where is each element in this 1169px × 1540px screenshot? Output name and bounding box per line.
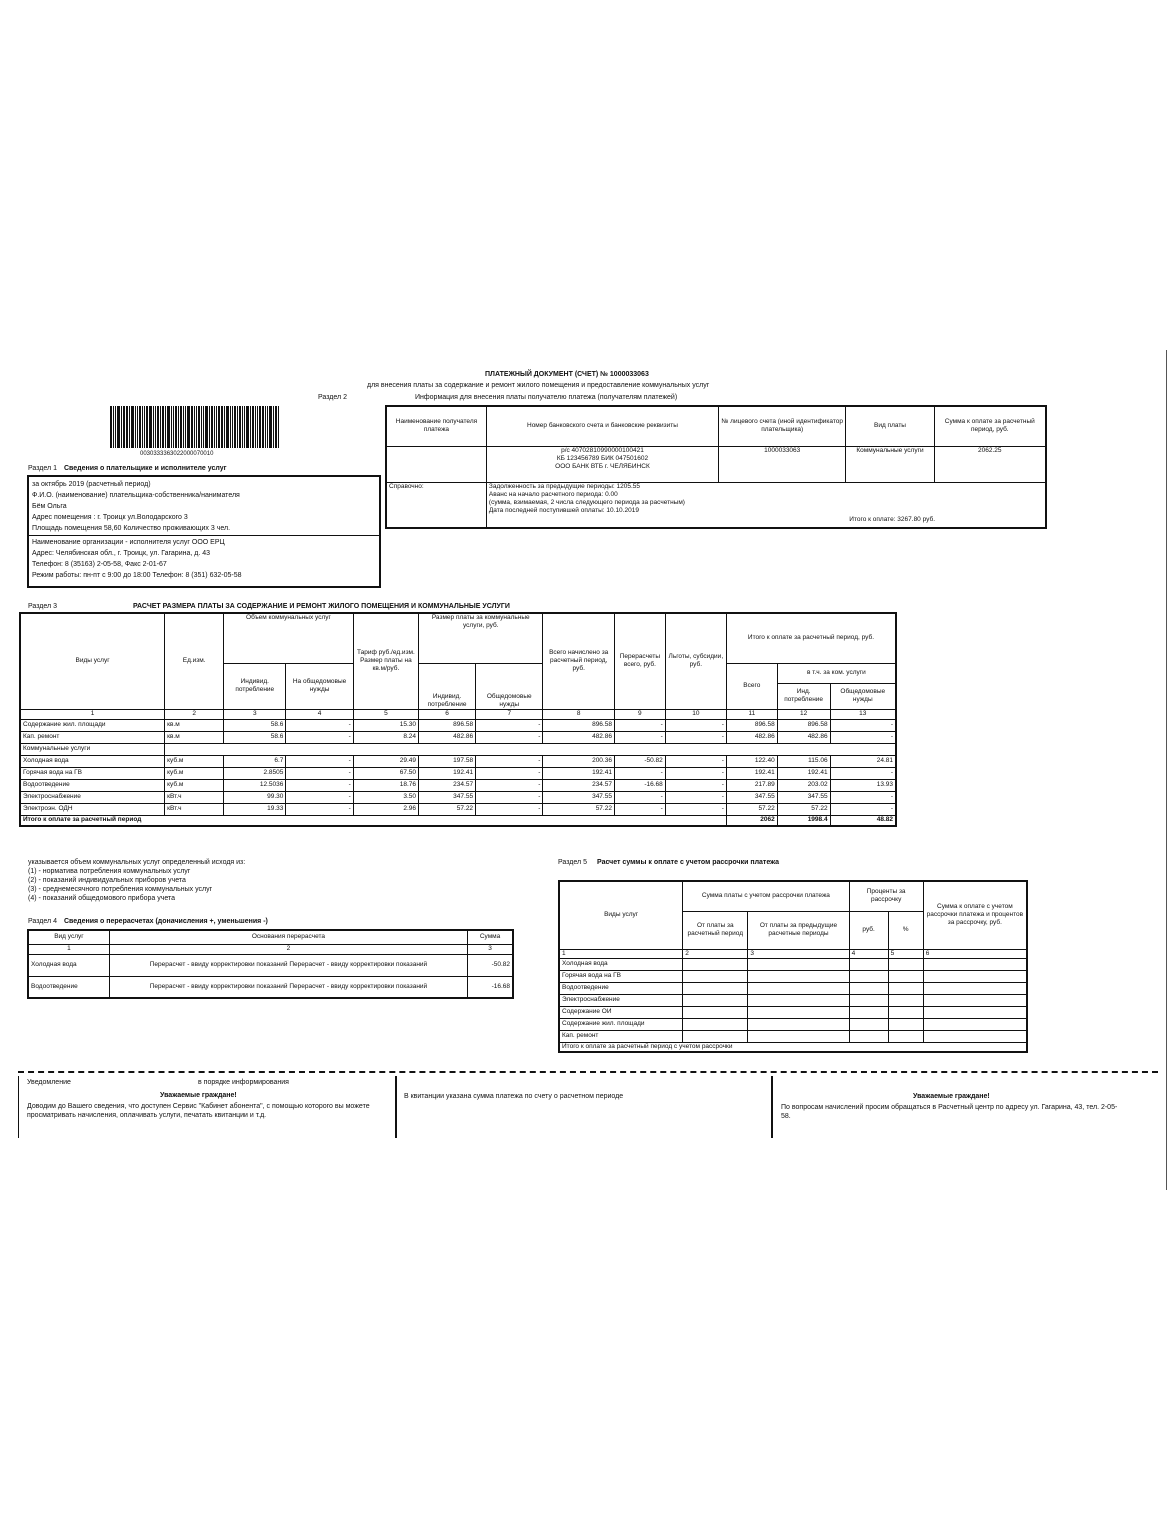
table-cell: - [286, 767, 353, 779]
reference-total: Итого к оплате: 3267.80 руб. [849, 516, 935, 523]
s4-num-1: 1 [28, 944, 109, 954]
housing-rows [20, 719, 896, 743]
h-charge-ind: Индивид. потребление [419, 663, 476, 709]
col-number: 5 [353, 709, 418, 719]
table-cell: Водоотведение [20, 779, 165, 791]
s5-h-current: От платы за расчетный период [683, 911, 748, 949]
cell-amount: 2062.25 [934, 446, 1046, 482]
h-tariff: Тариф руб./ед.изм. Размер платы на кв.м/руб. [353, 613, 418, 709]
table-cell: - [665, 791, 726, 803]
table-cell [683, 1006, 748, 1018]
table-row [559, 970, 1027, 982]
service-name: Кап. ремонт [559, 1030, 683, 1042]
h-volume-common: На общедомовые нужды [286, 663, 353, 709]
table-cell: кВт.ч [165, 803, 224, 815]
payer-label: Ф.И.О. (наименование) плательщика-собственника/нанимателя [32, 492, 240, 499]
table-cell [748, 1030, 849, 1042]
table-cell: -16.68 [614, 779, 665, 791]
table-cell: 19.33 [224, 803, 286, 815]
table-cell [849, 1006, 888, 1018]
table-cell: 12.5036 [224, 779, 286, 791]
table-cell: 122.40 [726, 755, 777, 767]
table-cell: Электроэн. ОДН [20, 803, 165, 815]
reference-advance: Аванс на начало расчетного периода: 0.00 [488, 490, 618, 498]
col-account: № лицевого счета (иной идентификатор плательщика) [719, 406, 846, 446]
table-cell: 13.93 [830, 779, 896, 791]
s4-num-3: 3 [468, 944, 513, 954]
reference-label: Справочно: [386, 482, 486, 528]
section4-title: Сведения о перерасчетах (доначисления +, уменьшения -) [64, 918, 268, 925]
table-cell: 18.76 [353, 779, 418, 791]
table-cell: 192.41 [777, 767, 830, 779]
payer-info-box [27, 475, 381, 588]
payment-info-line: Информация для внесения платы получателю платежа (получателям платежей) [415, 394, 678, 401]
s4-row0-service: Холодная вода [28, 954, 109, 976]
table-cell: - [614, 791, 665, 803]
cell-payment-type: Коммунальные услуги [846, 446, 934, 482]
col-number: 8 [543, 709, 615, 719]
col-number: 2 [165, 709, 224, 719]
table-cell [923, 958, 1027, 970]
table-cell: - [830, 719, 896, 731]
reference-note: (сумма, взимаемая, 2 числа следующего периода за расчетным) [488, 498, 685, 506]
provider-address: Адрес: Челябинская обл., г. Троицк, ул. Гагарина, д. 43 [32, 550, 211, 557]
table-cell: - [614, 767, 665, 779]
table-cell [888, 994, 923, 1006]
table-cell: - [476, 731, 543, 743]
bank-line-2: ООО БАНК ВТБ г. ЧЕЛЯБИНСК [555, 462, 650, 470]
table-cell [849, 994, 888, 1006]
cell-recipient [386, 446, 486, 482]
col-recipient: Наименование получателя платежа [386, 406, 486, 446]
col-number: 3 [748, 949, 849, 958]
table-cell: - [286, 791, 353, 803]
table-cell: 347.55 [777, 791, 830, 803]
h-charge: Размер платы за коммунальные услуги, руб. [419, 613, 543, 663]
table-cell: 57.22 [777, 803, 830, 815]
col-number: 12 [777, 709, 830, 719]
col-number: 3 [224, 709, 286, 719]
h-incl: в т.ч. за ком. услуги [777, 663, 896, 683]
note-1: (1) - норматива потребления коммунальных услуг [28, 868, 191, 875]
table-cell: - [665, 767, 726, 779]
table-cell: 347.55 [419, 791, 476, 803]
volume-notes [28, 858, 245, 903]
total-value: 2062 [726, 815, 777, 826]
footer-col3-text: По вопросам начислений просим обращаться в Расчетный центр по адресу ул. Гагарина, 43, тел. 2-05-58. [781, 1104, 1118, 1120]
table-cell: 234.57 [419, 779, 476, 791]
table-cell: - [830, 803, 896, 815]
footer-col3-title: Уважаемые граждане! [913, 1093, 990, 1100]
calculation-table [19, 612, 897, 827]
tear-line [18, 1071, 1158, 1073]
table-cell: - [476, 755, 543, 767]
payer-period: за октябрь 2019 (расчетный период) [32, 481, 151, 488]
table-cell: куб.м [165, 779, 224, 791]
recalculation-table [27, 929, 514, 999]
table-cell: куб.м [165, 755, 224, 767]
bank-line-1: КБ 123456789 БИК 047501602 [556, 454, 649, 462]
table-row [20, 791, 896, 803]
barcode [110, 406, 280, 448]
table-row [20, 767, 896, 779]
footer-col1-title: Уважаемые граждане! [160, 1092, 237, 1099]
table-cell: Кап. ремонт [20, 731, 165, 743]
table-cell: - [476, 803, 543, 815]
table-cell: Холодная вода [20, 755, 165, 767]
table-row [20, 731, 896, 743]
table-cell: куб.м [165, 767, 224, 779]
col-number: 6 [419, 709, 476, 719]
table-cell: 6.7 [224, 755, 286, 767]
table-cell: 2.8505 [224, 767, 286, 779]
table-cell: 896.58 [543, 719, 615, 731]
s5-numbers-row [559, 949, 1027, 958]
table-cell: 896.58 [419, 719, 476, 731]
table-cell: кв.м [165, 731, 224, 743]
note-2: (2) - показаний индивидуальных приборов учета [28, 877, 186, 884]
table-row [20, 719, 896, 731]
section3-label: Раздел 3 [28, 603, 57, 610]
h-unit: Ед.изм. [165, 613, 224, 709]
col-number: 7 [476, 709, 543, 719]
table-cell: кв.м [165, 719, 224, 731]
s4-row1-reason: Перерасчет - ввиду корректировки показаний Перерасчет - ввиду корректировки показаний [109, 976, 467, 998]
table-cell: 57.22 [419, 803, 476, 815]
h-incl-common: Общедомовые нужды [830, 683, 896, 709]
table-cell [923, 970, 1027, 982]
table-cell [923, 982, 1027, 994]
col-number: 1 [559, 949, 683, 958]
column-numbers-row [20, 709, 896, 719]
table-cell: - [665, 803, 726, 815]
table-cell: 482.86 [543, 731, 615, 743]
table-cell: Содержание жил. площади [20, 719, 165, 731]
barcode-number: 0030333363022000070010 [140, 451, 214, 457]
table-cell: - [830, 731, 896, 743]
s5-h-pct: % [888, 911, 923, 949]
table-cell [849, 1030, 888, 1042]
table-cell [683, 994, 748, 1006]
provider-name: Наименование организации - исполнителя услуг ООО ЕРЦ [32, 539, 225, 546]
s5-h-rub: руб. [849, 911, 888, 949]
s5-h-total: Сумма к оплате с учетом рассрочки платежа и процентов за рассрочку, руб. [923, 881, 1027, 949]
table-cell: 58.6 [224, 719, 286, 731]
col-amount: Сумма к оплате за расчетный период, руб. [934, 406, 1046, 446]
table-cell: 58.6 [224, 731, 286, 743]
section1-label: Раздел 1 [28, 465, 57, 472]
table-cell: - [286, 803, 353, 815]
reference-block [486, 482, 1046, 528]
table-cell: - [476, 791, 543, 803]
col-number: 4 [286, 709, 353, 719]
table-cell [748, 1018, 849, 1030]
col-number: 6 [923, 949, 1027, 958]
table-row [559, 1030, 1027, 1042]
table-cell [888, 1006, 923, 1018]
installment-table [558, 880, 1028, 1053]
table-cell: 15.30 [353, 719, 418, 731]
table-cell: 3.50 [353, 791, 418, 803]
table-cell: 29.49 [353, 755, 418, 767]
service-name: Горячая вода на ГВ [559, 970, 683, 982]
service-name: Электроснабжение [559, 994, 683, 1006]
col-number: 13 [830, 709, 896, 719]
table-cell: - [614, 719, 665, 731]
table-cell: 197.58 [419, 755, 476, 767]
h-service: Виды услуг [20, 613, 165, 709]
table-cell: 57.22 [726, 803, 777, 815]
table-cell [888, 1030, 923, 1042]
table-row [559, 1006, 1027, 1018]
utilities-label: Коммунальные услуги [20, 743, 165, 755]
table-cell [748, 958, 849, 970]
table-cell [923, 994, 1027, 1006]
col-payment-type: Вид платы [846, 406, 934, 446]
table-cell: - [286, 731, 353, 743]
section4-label: Раздел 4 [28, 918, 57, 925]
service-name: Содержание жил. площади [559, 1018, 683, 1030]
table-cell [849, 1018, 888, 1030]
document-title: ПЛАТЕЖНЫЙ ДОКУМЕНТ (СЧЕТ) № 1000033063 [485, 371, 649, 378]
table-cell [683, 982, 748, 994]
cell-account: 1000033063 [719, 446, 846, 482]
table-cell: 67.50 [353, 767, 418, 779]
s4-h-reason: Основания перерасчета [109, 930, 467, 944]
s5-h-percent: Проценты за рассрочку [849, 881, 923, 911]
footer-col1-label: Уведомление [27, 1079, 71, 1086]
table-cell: - [286, 779, 353, 791]
h-benefits: Льготы, субсидии, руб. [665, 613, 726, 709]
table-cell: 896.58 [777, 719, 830, 731]
document-subtitle: для внесения платы за содержание и ремонт жилого помещения и предоставление коммунальных услуг [367, 382, 710, 389]
table-row [20, 803, 896, 815]
h-recalc: Перерасчеты всего, руб. [614, 613, 665, 709]
total-value: 48.82 [830, 815, 896, 826]
col-number: 10 [665, 709, 726, 719]
s4-row1-sum: -16.68 [468, 976, 513, 998]
table-cell [683, 1018, 748, 1030]
col-number: 1 [20, 709, 165, 719]
service-name: Холодная вода [559, 958, 683, 970]
footer-col1-sub: в порядке информирования [198, 1079, 289, 1086]
s4-row0-reason: Перерасчет - ввиду корректировки показаний Перерасчет - ввиду корректировки показаний [109, 954, 467, 976]
table-cell: 896.58 [726, 719, 777, 731]
table-cell: 234.57 [543, 779, 615, 791]
note-4: (4) - показаний общедомового прибора учета [28, 895, 176, 902]
section2-label: Раздел 2 [318, 394, 347, 401]
col-number: 11 [726, 709, 777, 719]
table-row [20, 779, 896, 791]
table-cell: кВт.ч [165, 791, 224, 803]
table-cell: 482.86 [419, 731, 476, 743]
col-bank: Номер банковского счета и банковские реквизиты [486, 406, 718, 446]
table-cell: 347.55 [726, 791, 777, 803]
h-incl-ind: Инд. потребление [777, 683, 830, 709]
s5-total-label: Итого к оплате за расчетный период с учетом рассрочки [559, 1042, 1027, 1052]
table-cell [683, 970, 748, 982]
col-number: 5 [888, 949, 923, 958]
s5-h-installment: Сумма платы с учетом рассрочки платежа [683, 881, 849, 911]
total-value: 1998.4 [777, 815, 830, 826]
footer-col2-text: В квитанции указана сумма платежа по счету о расчетном периоде [404, 1093, 624, 1100]
table-cell: - [476, 767, 543, 779]
table-row [559, 958, 1027, 970]
table-cell: 482.86 [777, 731, 830, 743]
h-total-due: Итого к оплате за расчетный период, руб. [726, 613, 896, 663]
table-cell [888, 970, 923, 982]
table-cell: 2.96 [353, 803, 418, 815]
service-name: Водоотведение [559, 982, 683, 994]
cell-bank [486, 446, 718, 482]
table-cell [923, 1006, 1027, 1018]
footer-col1-text: Доводим до Вашего сведения, что доступен Сервис "Кабинет абонента", с помощью которого вы можете просматривать начисления, оплачивать услуги, печатать квитанции и т.д. [27, 1103, 370, 1119]
table-cell: - [286, 719, 353, 731]
table-cell [748, 982, 849, 994]
table-cell: 192.41 [419, 767, 476, 779]
footer-divider-2 [771, 1076, 773, 1138]
h-volume: Объем коммунальных услуг [224, 613, 354, 663]
table-cell: 192.41 [726, 767, 777, 779]
note-0: указывается объем коммунальных услуг определенный исходя из: [28, 859, 246, 866]
footer-divider-1 [395, 1076, 397, 1138]
section1-title: Сведения о плательщике и исполнителе услуг [64, 465, 227, 472]
table-cell: 57.22 [543, 803, 615, 815]
table-cell: - [286, 755, 353, 767]
table-cell: - [665, 779, 726, 791]
table-cell: -50.82 [614, 755, 665, 767]
table-cell: 482.86 [726, 731, 777, 743]
table-cell: 99.30 [224, 791, 286, 803]
total-label: Итого к оплате за расчетный период [20, 815, 726, 826]
table-cell: 24.81 [830, 755, 896, 767]
h-volume-ind: Индивид. потребление [224, 663, 286, 709]
table-cell: - [614, 803, 665, 815]
s4-row1-service: Водоотведение [28, 976, 109, 998]
table-cell: - [830, 767, 896, 779]
total-row [20, 815, 896, 826]
h-charge-common: Общедомовые нужды [476, 663, 543, 709]
table-cell: - [665, 755, 726, 767]
table-cell: - [476, 779, 543, 791]
s5-rows [559, 958, 1027, 1042]
note-3: (3) - среднемесячного потребления коммунальных услуг [28, 886, 213, 893]
utility-rows [20, 755, 896, 815]
provider-phone: Телефон: 8 (35163) 2-05-58, Факс 2-01-67 [32, 561, 167, 568]
service-name: Содержание ОИ [559, 1006, 683, 1018]
table-cell [888, 1018, 923, 1030]
table-row [559, 982, 1027, 994]
reference-debt: Задолженность за предыдущие периоды: 1205.55 [488, 482, 641, 490]
bank-account: р/с 40702810990000100421 [561, 446, 644, 454]
section3-title: РАСЧЕТ РАЗМЕРА ПЛАТЫ ЗА СОДЕРЖАНИЕ И РЕМОНТ ЖИЛОГО ПОМЕЩЕНИЯ И КОММУНАЛЬНЫЕ УСЛУГИ [133, 603, 510, 610]
s5-h-previous: От платы за предыдущие расчетные периоды [748, 911, 849, 949]
table-cell: 8.24 [353, 731, 418, 743]
table-cell [923, 1018, 1027, 1030]
table-cell: 203.02 [777, 779, 830, 791]
col-number: 4 [849, 949, 888, 958]
table-cell [923, 1030, 1027, 1042]
table-cell: Электроснабжение [20, 791, 165, 803]
table-row [20, 755, 896, 767]
s5-h-service: Виды услуг [559, 881, 683, 949]
s4-row0-sum: -50.82 [468, 954, 513, 976]
reference-last-payment: Дата последней поступившей оплаты: 10.10.2019 [488, 506, 639, 514]
payer-area: Площадь помещения 58,60 Количество проживающих 3 чел. [32, 525, 231, 532]
table-cell: 200.36 [543, 755, 615, 767]
table-cell [849, 982, 888, 994]
table-cell: 192.41 [543, 767, 615, 779]
table-cell: Горячая вода на ГВ [20, 767, 165, 779]
s4-h-service: Вид услуг [28, 930, 109, 944]
table-row [559, 1018, 1027, 1030]
table-cell [888, 958, 923, 970]
provider-hours: Режим работы: пн-пт с 9:00 до 18:00 Телефон: 8 (351) 632-05-58 [32, 572, 242, 579]
table-cell: - [665, 731, 726, 743]
table-cell: 217.89 [726, 779, 777, 791]
h-accrued: Всего начислено за расчетный период, руб. [543, 613, 615, 709]
s4-h-sum: Сумма [468, 930, 513, 944]
s4-num-2: 2 [109, 944, 467, 954]
table-cell: - [665, 719, 726, 731]
col-number: 2 [683, 949, 748, 958]
table-cell [748, 994, 849, 1006]
table-cell: 115.06 [777, 755, 830, 767]
table-cell [849, 958, 888, 970]
payer-address: Адрес помещения : г. Троицк ул.Володарского 3 [32, 514, 188, 521]
table-cell [888, 982, 923, 994]
table-cell [748, 970, 849, 982]
table-cell: - [476, 719, 543, 731]
table-cell: 347.55 [543, 791, 615, 803]
table-row [559, 994, 1027, 1006]
section5-label: Раздел 5 [558, 859, 587, 866]
col-number: 9 [614, 709, 665, 719]
payment-info-table [385, 405, 1047, 529]
table-cell: - [614, 731, 665, 743]
table-cell [748, 1006, 849, 1018]
table-cell [849, 970, 888, 982]
section5-title: Расчет суммы к оплате с учетом рассрочки платежа [597, 859, 780, 866]
h-total-all: Всего [726, 663, 777, 709]
table-cell [683, 1030, 748, 1042]
table-cell: - [830, 791, 896, 803]
table-cell [683, 958, 748, 970]
payer-name: Бём Ольга [32, 503, 67, 510]
